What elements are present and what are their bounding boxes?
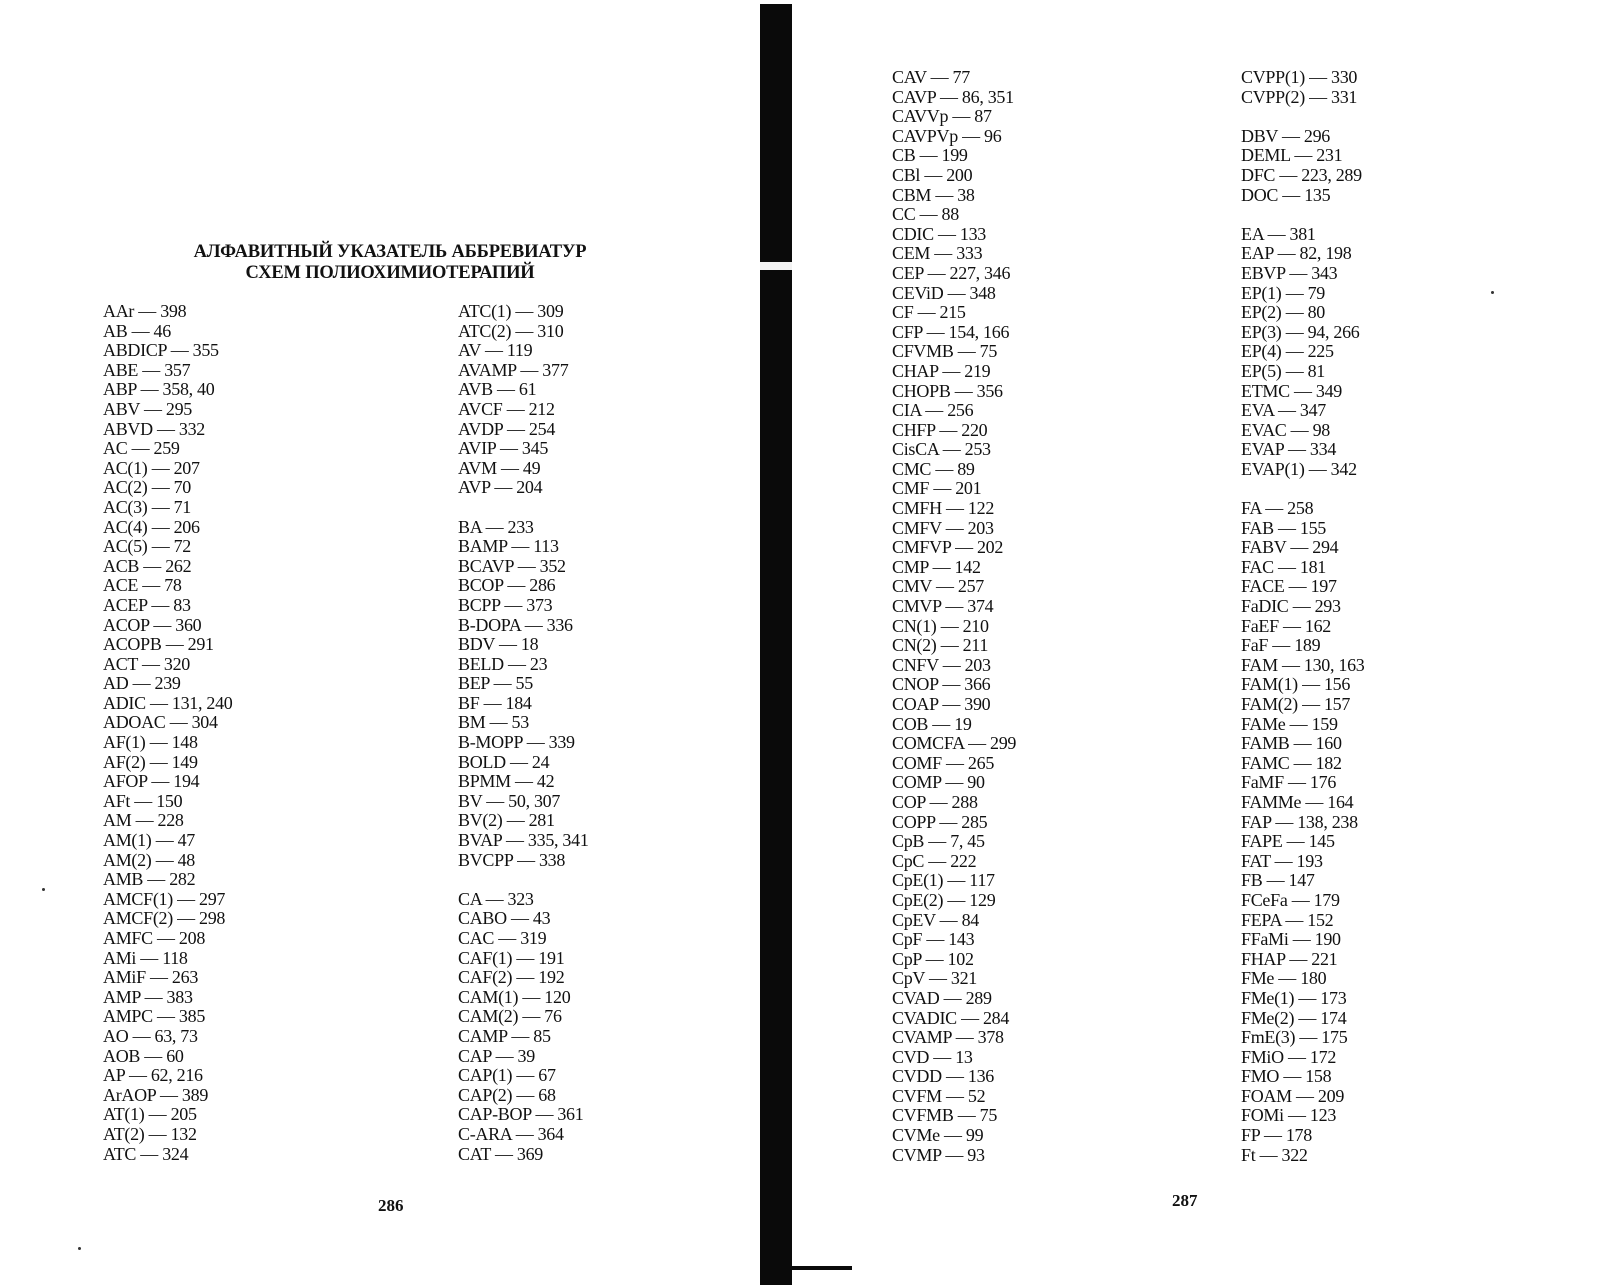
index-entry: CBl — 200 <box>892 164 973 185</box>
index-entry: EP(2) — 80 <box>1241 302 1325 323</box>
index-entry: CDIC — 133 <box>892 223 987 244</box>
index-entry: CAF(1) — 191 <box>458 947 565 968</box>
index-entry: FACE — 197 <box>1241 576 1337 597</box>
index-entry: ABDICP — 355 <box>103 340 219 361</box>
index-entry: FEPA — 152 <box>1241 909 1334 930</box>
index-entry: CNOP — 366 <box>892 674 991 695</box>
index-entry: COB — 19 <box>892 713 972 734</box>
index-entry: CNFV — 203 <box>892 654 991 675</box>
index-entry: BCAVP — 352 <box>458 555 566 576</box>
index-entry: FAT — 193 <box>1241 850 1323 871</box>
index-entry: AO — 63, 73 <box>103 1025 198 1046</box>
index-entry: CB — 199 <box>892 145 968 166</box>
index-entry: DOC — 135 <box>1241 184 1331 205</box>
index-column-4 <box>1241 68 1364 1165</box>
index-column-3 <box>892 68 1016 1165</box>
index-entry: FABV — 294 <box>1241 537 1339 558</box>
index-entry: FMe(1) — 173 <box>1241 987 1347 1008</box>
index-entry: ADOAC — 304 <box>103 712 218 733</box>
index-entry: CpC — 222 <box>892 850 977 871</box>
index-entry: FOAM — 209 <box>1241 1085 1345 1106</box>
index-entry: EVAP — 334 <box>1241 439 1337 460</box>
index-entry: FAC — 181 <box>1241 556 1326 577</box>
index-entry: Ft — 322 <box>1241 1144 1308 1165</box>
index-entry: BCPP — 373 <box>458 594 553 615</box>
index-entry: CEM — 333 <box>892 243 983 264</box>
index-entry: AT(1) — 205 <box>103 1104 197 1125</box>
index-entry: EVAP(1) — 342 <box>1241 458 1357 479</box>
index-entry: CEP — 227, 346 <box>892 262 1011 283</box>
index-entry: FaDIC — 293 <box>1241 596 1341 617</box>
index-entry: DBV — 296 <box>1241 125 1330 146</box>
index-entry: CAC — 319 <box>458 928 547 948</box>
index-entry: AFt — 150 <box>103 790 183 811</box>
index-entry: BA — 233 <box>458 516 534 537</box>
index-entry: ArAOP — 389 <box>103 1084 209 1105</box>
section-gap <box>458 498 589 518</box>
index-entry: DEML — 231 <box>1241 145 1343 166</box>
index-entry: CVDD — 136 <box>892 1066 995 1087</box>
index-entry: FB — 147 <box>1241 870 1315 891</box>
right-page <box>800 0 1600 1285</box>
index-entry: AOB — 60 <box>103 1045 184 1066</box>
index-entry: CMV — 257 <box>892 576 984 597</box>
index-entry: B-MOPP — 339 <box>458 732 575 753</box>
index-entry: EBVP — 343 <box>1241 262 1338 283</box>
index-column-1 <box>103 302 233 1164</box>
index-entry: BAMP — 113 <box>458 536 559 557</box>
index-entry: FMO — 158 <box>1241 1066 1332 1087</box>
index-entry: ACOP — 360 <box>103 614 202 635</box>
heading-line-1: АЛФАВИТНЫЙ УКАЗАТЕЛЬ АББРЕВИАТУР <box>193 242 587 262</box>
index-entry: AMiF — 263 <box>103 967 199 988</box>
index-entry: BCOP — 286 <box>458 575 556 596</box>
index-entry: DFC — 223, 289 <box>1241 164 1362 185</box>
index-entry: CBM — 38 <box>892 184 975 205</box>
index-entry: FaF — 189 <box>1241 635 1321 656</box>
index-entry: FaMF — 176 <box>1241 772 1337 793</box>
index-entry: BEP — 55 <box>458 673 533 694</box>
index-entry: CpF — 143 <box>892 929 975 950</box>
index-entry: CMFH — 122 <box>892 498 995 519</box>
index-entry: AMPC — 385 <box>103 1006 206 1027</box>
scan-speck <box>78 1247 81 1250</box>
left-page <box>0 0 760 1285</box>
index-entry: CVMe — 99 <box>892 1125 984 1146</box>
index-entry: CEViD — 348 <box>892 282 996 303</box>
index-entry: FAP — 138, 238 <box>1241 811 1358 832</box>
index-entry: EA — 381 <box>1241 223 1316 244</box>
index-entry: FMe — 180 <box>1241 968 1327 989</box>
section-gap <box>1241 479 1364 499</box>
index-entry: FAB — 155 <box>1241 517 1326 538</box>
index-entry: COPP — 285 <box>892 811 988 832</box>
index-entry: AVP — 204 <box>458 477 543 498</box>
index-entry: CVPP(2) — 331 <box>1241 86 1358 107</box>
index-entry: AC — 259 <box>103 438 180 459</box>
index-entry: FAMC — 182 <box>1241 752 1342 773</box>
index-entry: AF(2) — 149 <box>103 751 198 772</box>
index-entry: AC(3) — 71 <box>103 496 191 517</box>
index-entry: EP(1) — 79 <box>1241 282 1325 303</box>
index-entry: CIA — 256 <box>892 400 974 421</box>
index-entry: AM(2) — 48 <box>103 849 195 870</box>
index-entry: CAV — 77 <box>892 67 970 87</box>
index-entry: AC(5) — 72 <box>103 536 191 557</box>
index-entry: CAP(2) — 68 <box>458 1084 556 1105</box>
index-entry: BM — 53 <box>458 712 529 733</box>
section-gap <box>1241 107 1364 127</box>
index-entry: CAVP — 86, 351 <box>892 86 1014 107</box>
index-column-2 <box>458 302 589 1164</box>
index-entry: CAT — 369 <box>458 1143 543 1164</box>
index-entry: BF — 184 <box>458 692 532 713</box>
index-entry: CMP — 142 <box>892 556 981 577</box>
index-entry: AMP — 383 <box>103 986 193 1007</box>
index-entry: CFP — 154, 166 <box>892 321 1010 342</box>
index-entry: ABVD — 332 <box>103 418 206 439</box>
index-entry: CAVPVp — 96 <box>892 125 1002 146</box>
index-entry: AB — 46 <box>103 320 171 341</box>
index-entry: FmE(3) — 175 <box>1241 1027 1348 1048</box>
index-entry: CVMP — 93 <box>892 1144 985 1165</box>
page-number-right: 287 <box>1172 1191 1198 1210</box>
index-entry: CAM(1) — 120 <box>458 986 571 1007</box>
index-entry: EAP — 82, 198 <box>1241 243 1352 264</box>
heading-line-2: СХЕМ ПОЛИОХИМИОТЕРАПИЙ <box>245 263 535 283</box>
index-entry: AMB — 282 <box>103 869 196 890</box>
index-entry: B-DOPA — 336 <box>458 614 573 635</box>
index-entry: AVCF — 212 <box>458 398 555 419</box>
index-entry: FAM(1) — 156 <box>1241 674 1351 695</box>
index-entry: AC(1) — 207 <box>103 457 200 478</box>
index-entry: CisCA — 253 <box>892 439 991 460</box>
index-entry: CF — 215 <box>892 302 966 323</box>
index-entry: EP(5) — 81 <box>1241 360 1325 381</box>
index-entry: COAP — 390 <box>892 694 991 714</box>
index-entry: CABO — 43 <box>458 908 551 929</box>
index-entry: AVB — 61 <box>458 379 537 400</box>
index-entry: BV — 50, 307 <box>458 790 561 811</box>
index-entry: FP — 178 <box>1241 1125 1312 1146</box>
index-entry: ETMC — 349 <box>1241 380 1343 401</box>
index-entry: ACOPB — 291 <box>103 634 214 655</box>
index-entry: CVFM — 52 <box>892 1085 986 1106</box>
index-entry: CHFP — 220 <box>892 419 988 440</box>
index-entry: CpV — 321 <box>892 968 977 989</box>
index-entry: CHOPB — 356 <box>892 380 1003 401</box>
index-entry: AV — 119 <box>458 340 533 361</box>
page-number-left: 286 <box>378 1196 404 1215</box>
index-entry: AM(1) — 47 <box>103 830 195 851</box>
index-entry: FAM — 130, 163 <box>1241 654 1365 675</box>
index-entry: CHAP — 219 <box>892 360 991 381</box>
index-entry: ABV — 295 <box>103 398 192 419</box>
index-entry: BV(2) — 281 <box>458 810 555 831</box>
index-entry: ACE — 78 <box>103 575 182 596</box>
index-entry: CN(2) — 211 <box>892 635 989 656</box>
index-entry: CVD — 13 <box>892 1046 973 1067</box>
index-entry: CpP — 102 <box>892 948 974 969</box>
index-entry: AMCF(1) — 297 <box>103 888 226 909</box>
index-entry: CN(1) — 210 <box>892 615 989 636</box>
index-entry: CAP(1) — 67 <box>458 1065 556 1086</box>
index-entry: CC — 88 <box>892 204 959 225</box>
index-entry: AAr — 398 <box>103 301 187 321</box>
index-entry: FaEF — 162 <box>1241 615 1332 636</box>
index-entry: ABE — 357 <box>103 359 191 380</box>
index-entry: FA — 258 <box>1241 498 1314 519</box>
index-entry: FAMe — 159 <box>1241 713 1338 734</box>
index-entry: EVA — 347 <box>1241 400 1326 421</box>
index-entry: ATC — 324 <box>103 1143 189 1164</box>
index-entry: CpB — 7, 45 <box>892 831 985 852</box>
section-gap <box>1241 205 1364 225</box>
index-entry: FAMMe — 164 <box>1241 791 1354 812</box>
index-entry: COMP — 90 <box>892 772 985 793</box>
index-entry: ACEP — 83 <box>103 594 191 615</box>
index-entry: AD — 239 <box>103 673 181 694</box>
index-entry: FOMi — 123 <box>1241 1105 1337 1126</box>
index-entry: FMe(2) — 174 <box>1241 1007 1347 1028</box>
index-entry: AVAMP — 377 <box>458 359 569 380</box>
index-entry: AFOP — 194 <box>103 771 200 792</box>
index-entry: FHAP — 221 <box>1241 948 1338 969</box>
section-gap <box>458 870 589 890</box>
index-entry: AMCF(2) — 298 <box>103 908 226 929</box>
index-entry: CVAD — 289 <box>892 987 992 1008</box>
index-entry: EVAC — 98 <box>1241 419 1330 440</box>
index-entry: ACB — 262 <box>103 555 192 576</box>
index-entry: CMFVP — 202 <box>892 537 1004 558</box>
index-entry: CA — 323 <box>458 888 534 909</box>
index-entry: AVM — 49 <box>458 457 541 478</box>
index-entry: CpEV — 84 <box>892 909 979 930</box>
index-entry: ATC(2) — 310 <box>458 320 564 341</box>
index-entry: BELD — 23 <box>458 653 548 674</box>
index-entry: ACT — 320 <box>103 653 190 674</box>
index-entry: FAM(2) — 157 <box>1241 694 1351 714</box>
index-entry: AC(2) — 70 <box>103 477 191 498</box>
index-entry: CVFMB — 75 <box>892 1105 998 1126</box>
index-entry: BDV — 18 <box>458 634 539 655</box>
index-entry: CAP-BOP — 361 <box>458 1104 584 1125</box>
index-entry: AC(4) — 206 <box>103 516 200 537</box>
index-entry: CAVVp — 87 <box>892 106 992 127</box>
index-entry: BVCPP — 338 <box>458 849 566 870</box>
index-entry: ATC(1) — 309 <box>458 301 564 321</box>
index-entry: AP — 62, 216 <box>103 1065 203 1086</box>
index-entry: CAP — 39 <box>458 1045 535 1066</box>
index-entry: CpE(2) — 129 <box>892 889 996 910</box>
index-entry: BOLD — 24 <box>458 751 550 772</box>
index-entry: C-ARA — 364 <box>458 1123 564 1144</box>
index-entry: CMFV — 203 <box>892 517 994 538</box>
index-entry: CMF — 201 <box>892 478 982 499</box>
index-entry: CFVMB — 75 <box>892 341 998 362</box>
index-entry: CVAMP — 378 <box>892 1027 1004 1048</box>
index-entry: BVAP — 335, 341 <box>458 830 589 851</box>
index-entry: AT(2) — 132 <box>103 1123 197 1144</box>
index-entry: FAPE — 145 <box>1241 831 1335 852</box>
book-spine <box>760 4 792 1285</box>
index-entry: CAF(2) — 192 <box>458 967 565 988</box>
scan-speck <box>1491 291 1494 294</box>
index-heading <box>160 242 620 284</box>
index-entry: FMiO — 172 <box>1241 1046 1337 1067</box>
spine-gap <box>760 262 792 270</box>
index-entry: CAM(2) — 76 <box>458 1006 562 1027</box>
index-entry: AMi — 118 <box>103 947 188 968</box>
index-entry: BPMM — 42 <box>458 771 555 792</box>
index-entry: CpE(1) — 117 <box>892 870 995 891</box>
index-entry: AVIP — 345 <box>458 438 549 459</box>
index-entry: CMVP — 374 <box>892 596 994 617</box>
index-entry: EP(4) — 225 <box>1241 341 1334 362</box>
index-entry: FFaMi — 190 <box>1241 929 1341 950</box>
index-entry: CVPP(1) — 330 <box>1241 67 1358 87</box>
index-entry: COMCFA — 299 <box>892 733 1017 754</box>
index-entry: FCeFa — 179 <box>1241 889 1340 910</box>
index-entry: COP — 288 <box>892 791 978 812</box>
index-entry: ADIC — 131, 240 <box>103 692 233 713</box>
index-entry: AMFC — 208 <box>103 928 206 948</box>
index-entry: EP(3) — 94, 266 <box>1241 321 1360 342</box>
index-entry: CAMP — 85 <box>458 1025 551 1046</box>
index-entry: CMC — 89 <box>892 458 975 479</box>
index-entry: CVADIC — 284 <box>892 1007 1010 1028</box>
index-entry: AVDP — 254 <box>458 418 556 439</box>
index-entry: FAMB — 160 <box>1241 733 1342 754</box>
scan-speck <box>42 888 45 891</box>
index-entry: AM — 228 <box>103 810 184 831</box>
index-entry: ABP — 358, 40 <box>103 379 215 400</box>
index-entry: COMF — 265 <box>892 752 995 773</box>
index-entry: AF(1) — 148 <box>103 732 198 753</box>
